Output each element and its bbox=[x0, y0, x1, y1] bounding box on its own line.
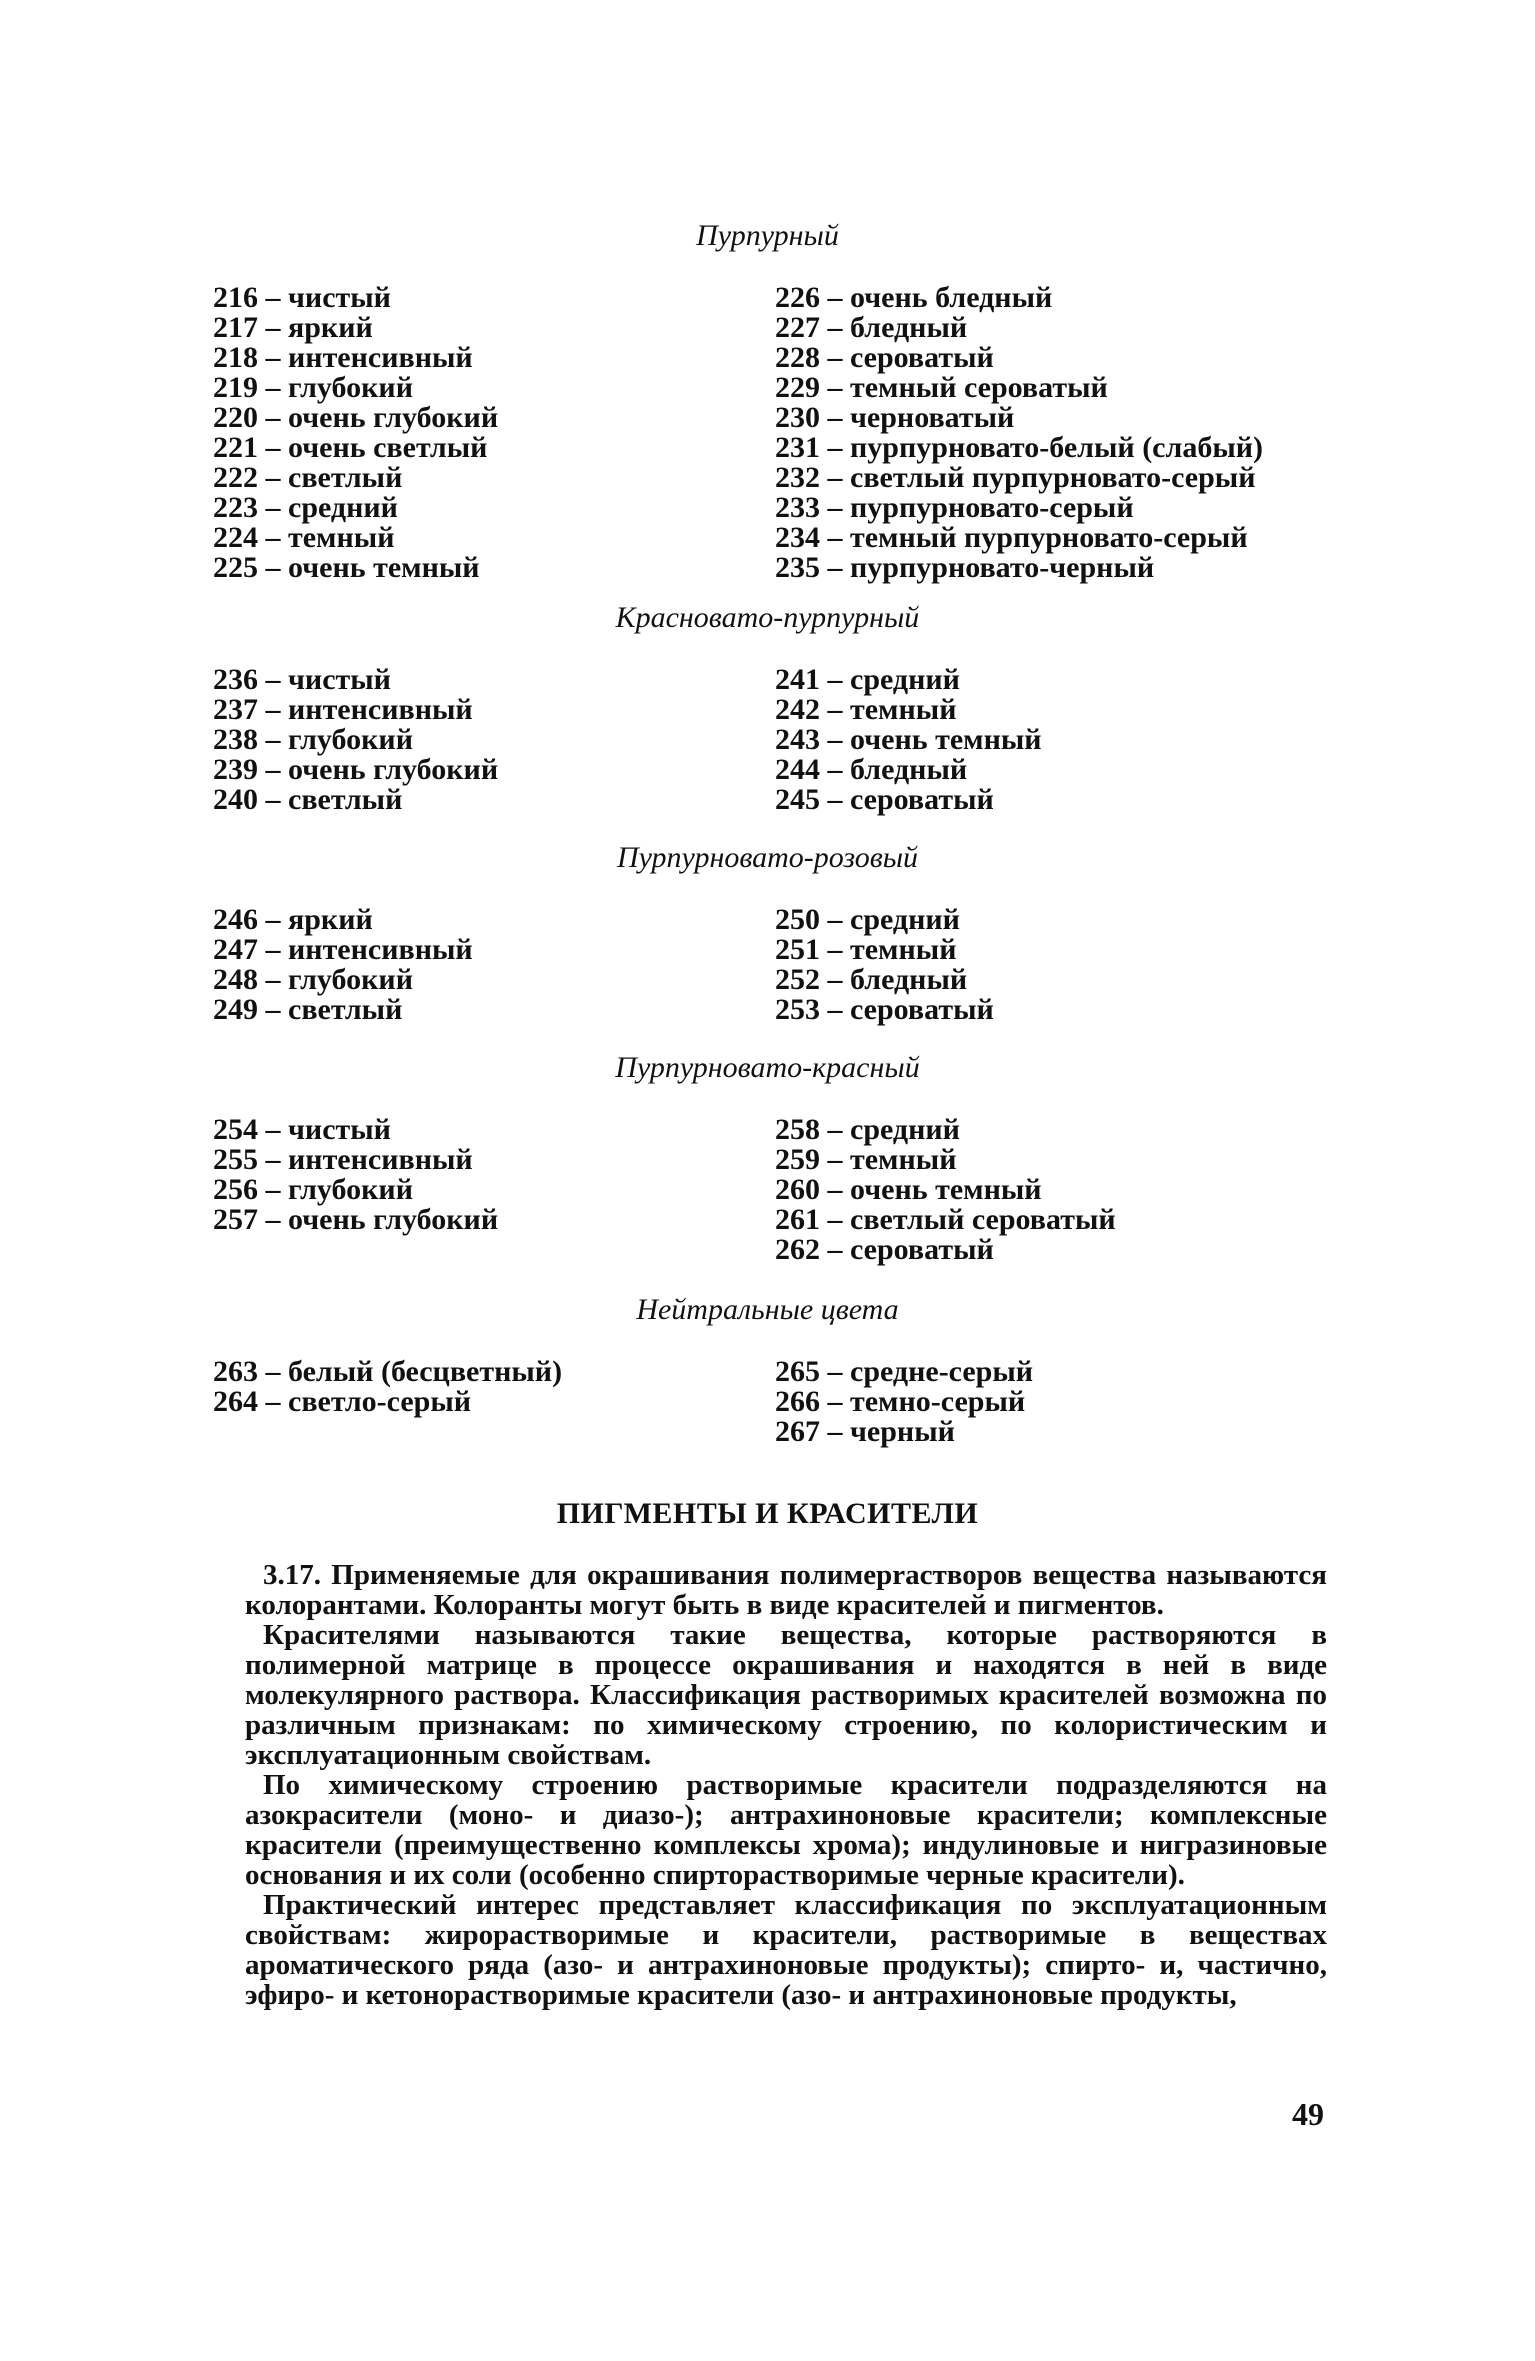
list-item: 266 – темно-серый bbox=[775, 1385, 1026, 1418]
list-item: 227 – бледный bbox=[775, 311, 968, 344]
list-item: 219 – глубокий bbox=[213, 371, 413, 404]
list-item: 242 – темный bbox=[775, 693, 957, 726]
list-item: 229 – темный сероватый bbox=[775, 371, 1108, 404]
list-item: 265 – средне-серый bbox=[775, 1355, 1034, 1388]
list-item: 257 – очень глубокий bbox=[213, 1203, 499, 1236]
list-item: 232 – светлый пурпурновато-серый bbox=[775, 461, 1256, 494]
page-number: 49 bbox=[1292, 2096, 1324, 2132]
list-item: 267 – черный bbox=[775, 1415, 955, 1448]
list-item: 246 – яркий bbox=[213, 903, 373, 936]
list-item: 217 – яркий bbox=[213, 311, 373, 344]
section-purplish-pink-right-list bbox=[775, 905, 994, 1025]
paragraph: По химическому строению растворимые красители подразделяются на азокрасители (моно- и диазо-); антрахиноновые красители; комплексные красители (преимущественно комплексы хрома); индулиновые и нигразиновые основания и их соли (особенно спирторастворимые черные красители). bbox=[245, 1769, 1327, 1891]
body-text bbox=[245, 1560, 1327, 2010]
list-item: 220 – очень глубокий bbox=[213, 401, 499, 434]
section-title-reddish-purple: Красновато-пурпурный bbox=[615, 601, 920, 634]
list-item: 258 – средний bbox=[775, 1113, 960, 1146]
list-item: 230 – черноватый bbox=[775, 401, 1015, 434]
section-neutral-right-list bbox=[775, 1357, 1033, 1447]
list-item: 260 – очень темный bbox=[775, 1173, 1042, 1206]
list-item: 226 – очень бледный bbox=[775, 281, 1053, 314]
list-item: 243 – очень темный bbox=[775, 723, 1042, 756]
paragraph: 3.17. Применяемые для окрашивания полимерrастворов вещества называются колорантами. Колоранты могут быть в виде красителей и пигментов. bbox=[245, 1559, 1327, 1621]
list-item: 247 – интенсивный bbox=[213, 933, 473, 966]
list-item: 225 – очень темный bbox=[213, 551, 480, 584]
list-item: 218 – интенсивный bbox=[213, 341, 473, 374]
list-item: 261 – светлый сероватый bbox=[775, 1203, 1116, 1236]
section-purple-right-list bbox=[775, 283, 1263, 583]
section-reddish-purple-right-list bbox=[775, 665, 1042, 815]
list-item: 264 – светло-серый bbox=[213, 1385, 472, 1418]
list-item: 224 – темный bbox=[213, 521, 395, 554]
list-item: 244 – бледный bbox=[775, 753, 968, 786]
list-item: 255 – интенсивный bbox=[213, 1143, 473, 1176]
section-title-purple: Пурпурный bbox=[696, 219, 839, 252]
paragraph: Красителями называются такие вещества, которые растворяются в полимерной матрице в процессе окрашивания и находятся в ней в виде молекулярного раствора. Классификация растворимых красителей возможна по различным признакам: по химическому строению, по колористическим и эксплуатационным свойствам. bbox=[245, 1619, 1327, 1771]
list-item: 253 – сероватый bbox=[775, 993, 994, 1026]
list-item: 263 – белый (бесцветный) bbox=[213, 1355, 563, 1388]
section-purplish-pink-left-list bbox=[213, 905, 473, 1025]
list-item: 259 – темный bbox=[775, 1143, 957, 1176]
list-item: 252 – бледный bbox=[775, 963, 968, 996]
list-item: 249 – светлый bbox=[213, 993, 403, 1026]
list-item: 228 – сероватый bbox=[775, 341, 994, 374]
section-purplish-red-left-list bbox=[213, 1115, 498, 1235]
list-item: 254 – чистый bbox=[213, 1113, 391, 1146]
list-item: 250 – средний bbox=[775, 903, 960, 936]
list-item: 233 – пурпурновато-серый bbox=[775, 491, 1134, 524]
section-title-purplish-pink: Пурпурновато-розовый bbox=[616, 841, 919, 874]
list-item: 245 – сероватый bbox=[775, 783, 994, 816]
section-heading: ПИГМЕНТЫ И КРАСИТЕЛИ bbox=[556, 1497, 979, 1530]
section-title-neutral: Нейтральные цвета bbox=[636, 1293, 899, 1326]
list-item: 237 – интенсивный bbox=[213, 693, 473, 726]
section-neutral-left-list bbox=[213, 1357, 562, 1417]
list-item: 221 – очень светлый bbox=[213, 431, 488, 464]
list-item: 262 – сероватый bbox=[775, 1233, 994, 1266]
list-item: 241 – средний bbox=[775, 663, 960, 696]
list-item: 251 – темный bbox=[775, 933, 957, 966]
list-item: 239 – очень глубокий bbox=[213, 753, 499, 786]
section-purplish-red-right-list bbox=[775, 1115, 1116, 1265]
list-item: 238 – глубокий bbox=[213, 723, 413, 756]
list-item: 236 – чистый bbox=[213, 663, 391, 696]
section-purple-left-list bbox=[213, 283, 498, 583]
list-item: 248 – глубокий bbox=[213, 963, 413, 996]
section-title-purplish-red: Пурпурновато-красный bbox=[615, 1051, 920, 1084]
list-item: 234 – темный пурпурновато-серый bbox=[775, 521, 1248, 554]
list-item: 256 – глубокий bbox=[213, 1173, 413, 1206]
list-item: 231 – пурпурновато-белый (слабый) bbox=[775, 431, 1264, 464]
paragraph: Практический интерес представляет классификация по эксплуатационным свойствам: жирорастворимые и красители, растворимые в веществах ароматического ряда (азо- и антрахиноновые продукты); спирто- и, частично, эфиро- и кетонорастворимые красители (азо- и антрахиноновые продукты, bbox=[245, 1889, 1327, 2011]
list-item: 216 – чистый bbox=[213, 281, 391, 314]
list-item: 222 – светлый bbox=[213, 461, 403, 494]
list-item: 235 – пурпурновато-черный bbox=[775, 551, 1155, 584]
list-item: 223 – средний bbox=[213, 491, 398, 524]
list-item: 240 – светлый bbox=[213, 783, 403, 816]
section-reddish-purple-left-list bbox=[213, 665, 498, 815]
